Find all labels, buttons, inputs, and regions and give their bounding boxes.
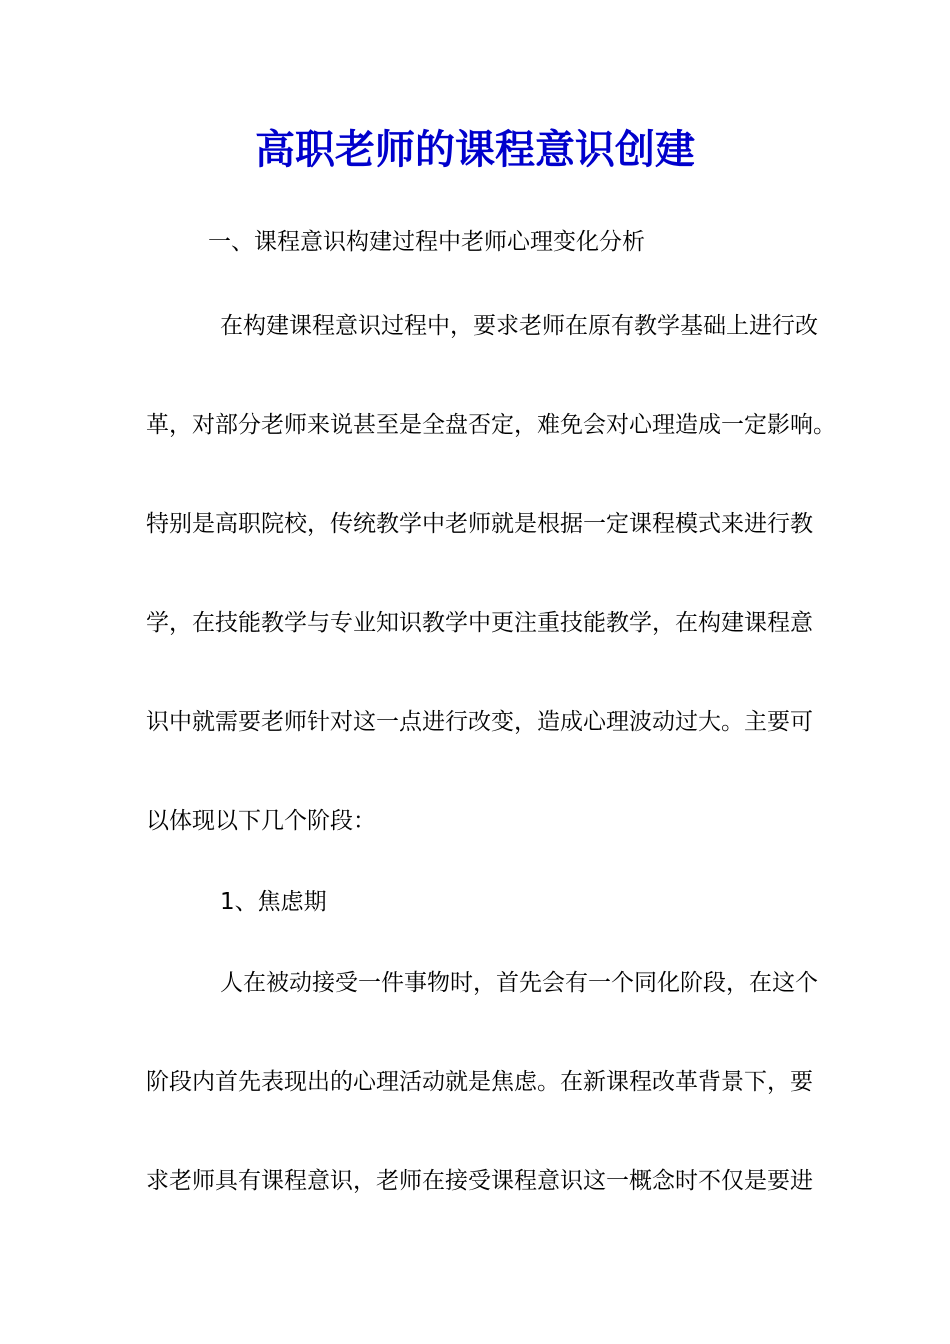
document-title: 高职老师的课程意识创建 xyxy=(255,126,695,173)
paragraph-line: 学，在技能教学与专业知识教学中更注重技能教学，在构建课程意 xyxy=(146,610,813,636)
paragraph-line: 求老师具有课程意识，老师在接受课程意识这一概念时不仅是要进 xyxy=(146,1168,813,1194)
section-heading: 一、课程意识构建过程中老师心理变化分析 xyxy=(208,229,645,255)
paragraph-line: 识中就需要老师针对这一点进行改变，造成心理波动过大。主要可 xyxy=(146,709,813,735)
paragraph-line: 在构建课程意识过程中，要求老师在原有教学基础上进行改 xyxy=(220,313,818,339)
paragraph-line: 特别是高职院校，传统教学中老师就是根据一定课程模式来进行教 xyxy=(146,511,813,537)
paragraph-line: 革，对部分老师来说甚至是全盘否定，难免会对心理造成一定影响。 xyxy=(146,412,836,438)
subheading: 1、焦虑期 xyxy=(220,889,327,915)
paragraph-line: 人在被动接受一件事物时，首先会有一个同化阶段，在这个 xyxy=(220,970,818,996)
paragraph-line: 阶段内首先表现出的心理活动就是焦虑。在新课程改革背景下，要 xyxy=(146,1069,813,1095)
paragraph-line: 以体现以下几个阶段： xyxy=(146,808,376,834)
